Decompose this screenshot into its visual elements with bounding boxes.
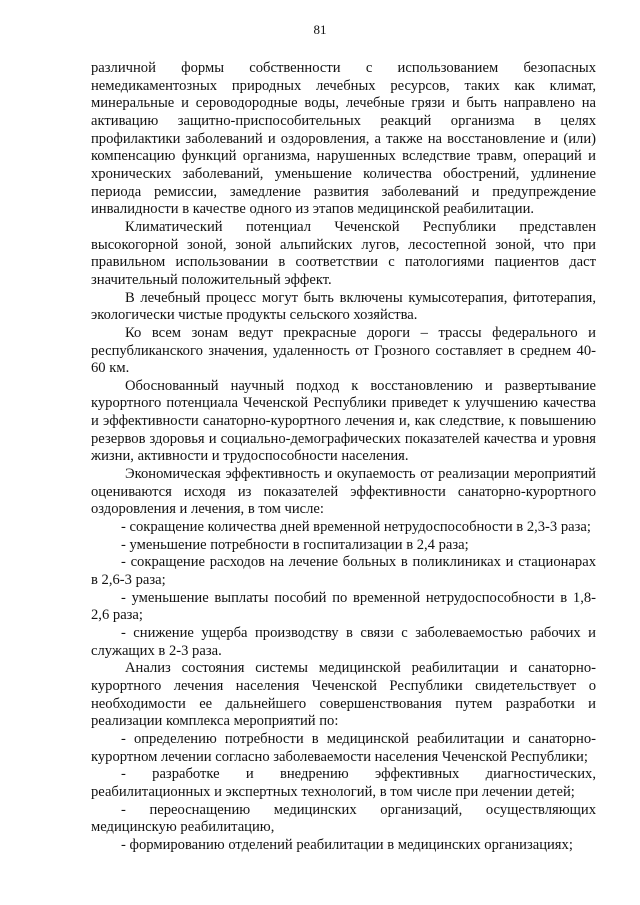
list-item-production-damage: - снижение ущерба производству в связи с заболеваемостью рабочих и служащих в 2-3 раза. xyxy=(91,625,596,659)
paragraph-economic-efficiency: Экономическая эффективность и окупаемость от реализации мероприятий оцениваются исходя из показателей эффективности санаторно-курортного оздоровления и лечения, в том числе: xyxy=(91,466,596,518)
list-item-technologies: - разработке и внедрению эффективных диагностических, реабилитационных и экспертных технологий, в том числе при лечении детей; xyxy=(91,766,596,800)
list-item-benefit-payments: - уменьшение выплаты пособий по временной нетрудоспособности в 1,8-2,6 раза; xyxy=(91,589,596,624)
list-item-reequipment: - переоснащению медицинских организаций, осуществляющих медицинскую реабилитацию, xyxy=(91,801,596,836)
list-item-treatment-costs: - сокращение расходов на лечение больных в поликлиниках и стационарах в 2,6-3 раза; xyxy=(91,554,596,589)
page-number: 81 xyxy=(313,22,327,37)
paragraph-roads: Ко всем зонам ведут прекрасные дороги – трассы федерального и республиканского значения, удаленность от Грозного составляет в среднем 40-60 км. xyxy=(91,324,596,377)
list-item-rehab-departments: - формированию отделений реабилитации в медицинских организациях; xyxy=(121,836,573,853)
paragraph-climate-potential: Климатический потенциал Чеченской Республики представлен высокогорной зоной, зоной альпийских лугов, лесостепной зоной, что при правильном использовании в соответствии с патологиями пациентов даст значительный положительный эффект. xyxy=(91,218,596,288)
paragraph-treatment-process: В лечебный процесс могут быть включены кумысотерапия, фитотерапия, экологически чистые продукты сельского хозяйства. xyxy=(91,289,596,324)
body-text xyxy=(91,60,596,855)
paragraph-system-analysis: Анализ состояния системы медицинской реабилитации и санаторно-курортного лечения населения Чеченской Республики свидетельствует о необходимости ее дальнейшего совершенствования путем разработки и реализации комплекса мероприятий по: xyxy=(91,660,596,730)
paragraph-scientific-approach: Обоснованный научный подход к восстановлению и развертывание курортного потенциала Чеченской Республики приведет к улучшению качества и эффективности санаторно-курортного лечения и, как следствие, к повышению резервов здоровья и социально-демографических показателей качества и уровня жизни, активности и трудоспособности населения. xyxy=(91,377,596,465)
list-item-sick-days: - сокращение количества дней временной нетрудоспособности в 2,3-3 раза; xyxy=(121,519,591,536)
list-item-needs-determination: - определению потребности в медицинской реабилитации и санаторно-курортном лечении согласно заболеваемости населения Чеченской Республики; xyxy=(91,730,596,765)
paragraph-continuation: различной формы собственности с использованием безопасных немедикаментозных природных лечебных ресурсов, таких как климат, минеральные и сероводородные воды, лечебные грязи и быть направлено на активацию защитно-приспособительных реакций организма в целях профилактики заболеваний и оздоровления, а также на восстановление и (или) компенсацию функций организма, нарушенных вследствие травм, операций и хронических заболеваний, уменьшение количества обострений, удлинение периода ремиссии, замедление развития заболеваний и предупреждение инвалидности в качестве одного из этапов медицинской реабилитации. xyxy=(91,60,596,218)
list-item-hospitalization: - уменьшение потребности в госпитализации в 2,4 раза; xyxy=(121,536,469,553)
